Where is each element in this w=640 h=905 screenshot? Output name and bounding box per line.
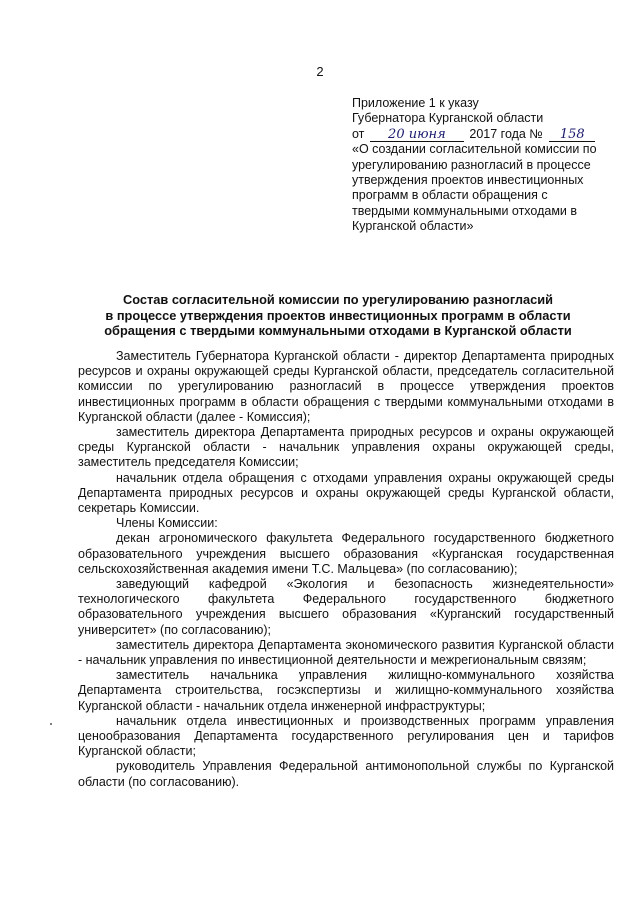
document-title <box>78 292 598 339</box>
decree-title-line: твердыми коммунальными отходами в <box>352 203 578 218</box>
members-label: Члены Комиссии: <box>116 516 218 531</box>
date-prefix: от <box>352 126 365 141</box>
appendix-date-line <box>352 127 597 142</box>
decree-title-line: утверждения проектов инвестиционных <box>352 173 584 188</box>
member-paragraph: заместитель начальника управления жилищно-коммунального хозяйства Департамента строительства, госэкспертизы и жилищно-коммунального хозяйства Курганской области - начальник отдела инженерной инфраструктуры; <box>78 668 614 713</box>
appendix-line-1: Приложение 1 к указу <box>352 96 479 110</box>
deputy-chairman-paragraph: заместитель директора Департамента природных ресурсов и охраны окружающей среды Курганской области - начальник управления охраны окружающей среды, заместитель председателя Комиссии; <box>78 425 614 470</box>
member-paragraph: заместитель директора Департамента экономического развития Курганской области - начальник управления по инвестиционной деятельности и межрегиональным связям; <box>78 637 614 668</box>
year-text: 2017 года № <box>469 126 543 141</box>
decree-title-line: программ в области обращения с <box>352 188 548 203</box>
scan-speck <box>50 723 52 725</box>
chairman-paragraph: Заместитель Губернатора Курганской области - директор Департамента природных ресурсов и охраны окружающей среды Курганской области, председатель согласительной комиссии по урегулированию разногласий в процессе утверждения проектов инвестиционных программ в области обращения с твердыми коммунальными отходами в Курганской области (далее - Комиссия); <box>78 349 614 424</box>
secretary-paragraph: начальник отдела обращения с отходами управления охраны окружающей среды Департамента природных ресурсов и охраны окружающей среды Курганской области, секретарь Комиссии. <box>78 470 614 516</box>
member-paragraph: руководитель Управления Федеральной антимонопольной службы по Курганской области (по согласованию). <box>78 759 614 789</box>
decree-title-line: урегулированию разногласий в процессе <box>352 157 591 172</box>
decree-title-line: «О создании согласительной комиссии по <box>352 142 597 157</box>
decree-title <box>352 142 597 234</box>
member-paragraph: декан агрономического факультета Федерального государственного бюджетного образовательного учреждения высшего образования «Курганская государственная сельскохозяйственная академия имени Т.С. Мальцева» (по согласованию); <box>78 531 614 576</box>
appendix-line-2: Губернатора Курганской области <box>352 111 544 126</box>
member-paragraph: заведующий кафедрой «Экология и безопасность жизнедеятельности» технологического факультета Федерального государственного бюджетного образовательного учреждения высшего образования «Курганский государственный университет» (по согласованию); <box>78 577 614 637</box>
title-line: в процессе утверждения проектов инвестиционных программ в области <box>105 307 571 323</box>
handwritten-number: 158 <box>549 128 595 142</box>
title-line: обращения с твердыми коммунальными отходами в Курганской области <box>104 323 572 338</box>
member-paragraph: начальник отдела инвестиционных и производственных программ управления ценообразования Департамента государственного регулирования цен и тарифов Курганской области; <box>78 713 614 759</box>
handwritten-date: 20 июня <box>370 128 464 142</box>
decree-title-line: Курганской области» <box>352 219 474 234</box>
appendix-header <box>352 96 597 235</box>
title-line: Состав согласительной комиссии по урегулированию разногласий <box>123 292 553 307</box>
page-number: 2 <box>316 64 324 79</box>
document-body <box>78 349 614 790</box>
